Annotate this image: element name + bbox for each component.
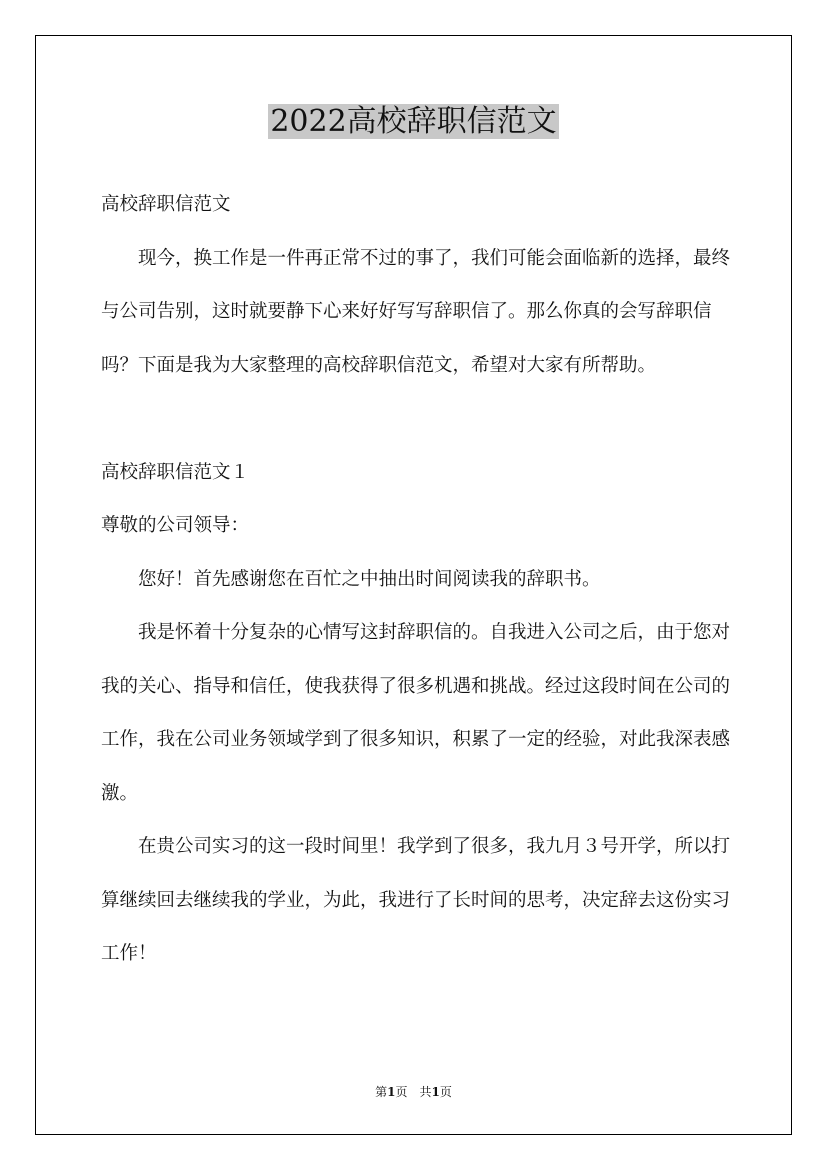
body-paragraph-greeting: 您好！首先感谢您在百忙之中抽出时间阅读我的辞职书。 (138, 568, 601, 590)
intro-paragraph: 现今，换工作是一件再正常不过的事了，我们可能会面临新的选择，最终与公司告别，这时就要静下心来好好写写辞职信了。那么你真的会写辞职信吗？下面是我为大家整理的高校辞职信范文，希望对大家有所帮助。 (101, 247, 731, 376)
document-title-text: 2022高校辞职信范文 (270, 104, 557, 139)
page-number-suffix: 页 (439, 1085, 452, 1099)
document-title (0, 102, 827, 142)
body-paragraph-reason: 在贵公司实习的这一段时间里！我学到了很多，我九月３号开学，所以打算继续回去继续我的学业，为此，我进行了长时间的思考，决定辞去这份实习工作！ (101, 836, 731, 964)
section-spacer (101, 392, 731, 446)
document-body (101, 178, 731, 981)
page-footer (0, 1084, 827, 1100)
document-heading: 高校辞职信范文 (101, 194, 231, 215)
page-number-mid: 页 共 (395, 1085, 432, 1099)
page-number-total: 1 (431, 1085, 440, 1099)
section-heading: 高校辞职信范文１ (101, 461, 250, 483)
salutation: 尊敬的公司领导： (101, 515, 250, 536)
page-number-prefix: 第 (375, 1085, 388, 1099)
body-paragraph-gratitude: 我是怀着十分复杂的心情写这封辞职信的。自我进入公司之后，由于您对我的关心、指导和信任，使我获得了很多机遇和挑战。经过这段时间在公司的工作，我在公司业务领域学到了很多知识，积累了一定的经验，对此我深表感激。 (101, 622, 731, 804)
page-number-current: 1 (387, 1085, 396, 1099)
